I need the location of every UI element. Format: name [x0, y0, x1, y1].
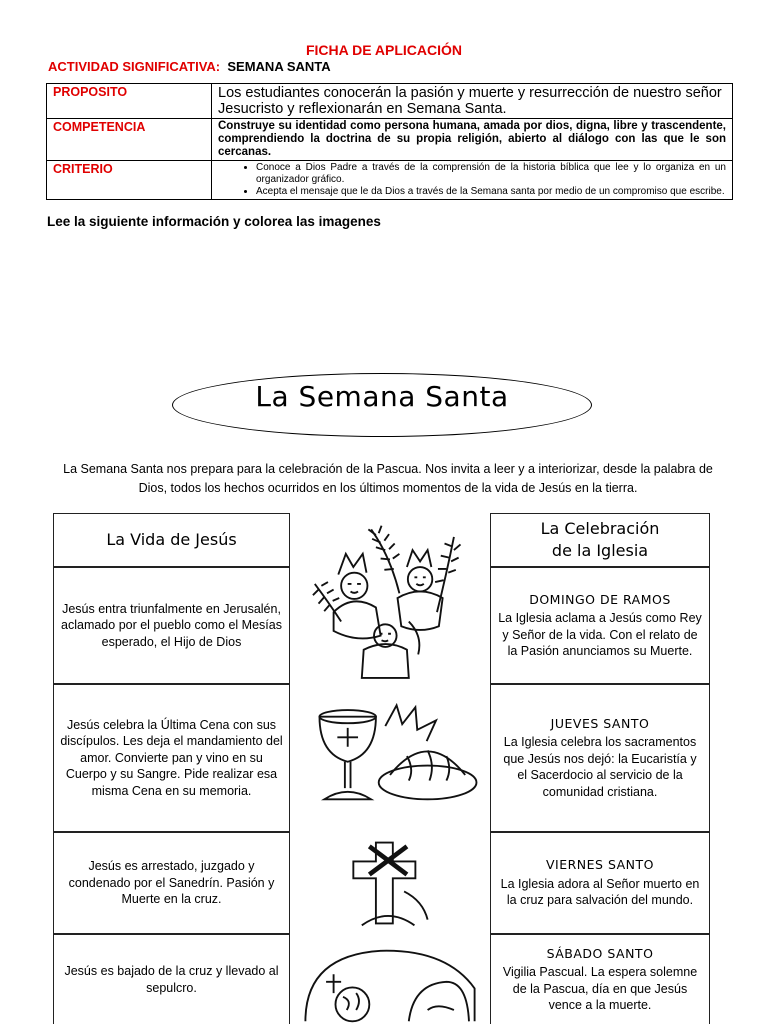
left-header-text: La Vida de Jesús	[106, 530, 237, 549]
day-label-4: SÁBADO SANTO	[546, 945, 654, 961]
day-label-1: DOMINGO DE RAMOS	[529, 591, 671, 607]
holy-week-grid	[53, 513, 710, 1024]
criterio-list-cell	[212, 161, 733, 200]
activity-value: SEMANA SANTA	[227, 59, 331, 74]
competencia-text: Construye su identidad como persona humana, amada por dios, digna, libre y trascendente, comprendiendo la doctrina de su propia religión, abierto al diálogo con las que le son cercanas.	[212, 119, 733, 161]
activity-colon: :	[215, 59, 221, 74]
church-cell-3	[490, 832, 710, 934]
left-column-header	[53, 513, 290, 567]
life-cell-1	[53, 567, 290, 684]
proposito-text: Los estudiantes conocerán la pasión y muerte y resurrección de nuestro señor Jesucristo y reflexionarán en Semana Santa.	[212, 84, 733, 119]
church-cell-4	[490, 934, 710, 1024]
life-text-1: Jesús entra triunfalmente en Jerusalén, aclamado por el pueblo como el Mesías esperado, el Hijo de Dios	[61, 601, 282, 649]
chalice-and-bread-icon	[296, 684, 484, 832]
life-cell-3	[53, 832, 290, 934]
palm-sunday-crowd-icon	[296, 513, 484, 684]
page-title: FICHA DE APLICACIÓN	[305, 42, 463, 58]
right-column-header	[490, 513, 710, 567]
day-label-3: VIERNES SANTO	[545, 857, 655, 873]
tomb-icon	[296, 934, 484, 1024]
good-friday-illustration	[290, 832, 490, 934]
competencia-label: COMPETENCIA	[47, 119, 212, 161]
criterio-row	[47, 161, 733, 200]
worksheet-intro: La Semana Santa nos prepara para la celebración de la Pascua. Nos invita a leer y a interiorizar, desde la palabra de Dios, todos los hechos ocurridos en los últimos momentos de la vida de Jesús en la tierra.	[63, 462, 713, 495]
palm-sunday-illustration	[290, 513, 490, 684]
life-text-3: Jesús es arrestado, juzgado y condenado por el Sanedrín. Pasión y Muerte en la cruz.	[68, 859, 275, 907]
life-text-4: Jesús es bajado de la cruz y llevado al sepulcro.	[64, 964, 279, 995]
life-cell-4	[53, 934, 290, 1024]
activity-line	[48, 59, 331, 74]
info-table	[46, 83, 733, 200]
church-text-1: La Iglesia aclama a Jesús como Rey y Señor de la vida. Con el relato de la Pasión anunciamos su Muerte.	[498, 611, 702, 658]
proposito-label: PROPOSITO	[47, 84, 212, 119]
church-text-4: Vigilia Pascual. La espera solemne de la Pascua, día en que Jesús vence a la muerte.	[502, 965, 698, 1012]
criterio-list	[218, 162, 726, 198]
church-cell-2	[490, 684, 710, 832]
church-text-3: La Iglesia adora al Señor muerto en la cruz para salvación del mundo.	[500, 876, 700, 908]
competencia-row	[47, 119, 733, 161]
holy-saturday-illustration	[290, 934, 490, 1024]
right-header-line-1: La Celebración	[540, 519, 660, 538]
life-cell-2	[53, 684, 290, 832]
criterio-item: • Conoce a Dios Padre a través de la comprensión de la historia bíblica que lee y lo organiza en un organizador gráfico.	[256, 162, 726, 186]
criterio-label: CRITERIO	[47, 161, 212, 200]
instruction-text: Lee la siguiente información y colorea las imagenes	[47, 214, 381, 229]
life-text-2: Jesús celebra la Última Cena con sus discípulos. Les deja el mandamiento del amor. Convierte pan y vino en su Cuerpo y su Sangre. Pide realizar esa misma Cena en su memoria.	[60, 717, 283, 798]
church-cell-1	[490, 567, 710, 684]
activity-label: ACTIVIDAD SIGNIFICATIVA	[48, 59, 216, 74]
church-text-2: La Iglesia celebra los sacramentos que Jesús nos dejó: la Eucaristía y el Sacerdocio al servicio de la comunidad cristiana.	[503, 735, 697, 799]
last-supper-illustration	[290, 684, 490, 832]
day-label-2: JUEVES SANTO	[550, 715, 650, 731]
cross-icon	[296, 832, 484, 934]
right-header-line-2: de la Iglesia	[551, 541, 649, 560]
worksheet-title: La Semana Santa	[255, 380, 509, 413]
criterio-item: • Acepta el mensaje que le da Dios a través de la Semana santa por medio de un compromiso que escribe.	[256, 186, 726, 198]
proposito-row	[47, 84, 733, 119]
